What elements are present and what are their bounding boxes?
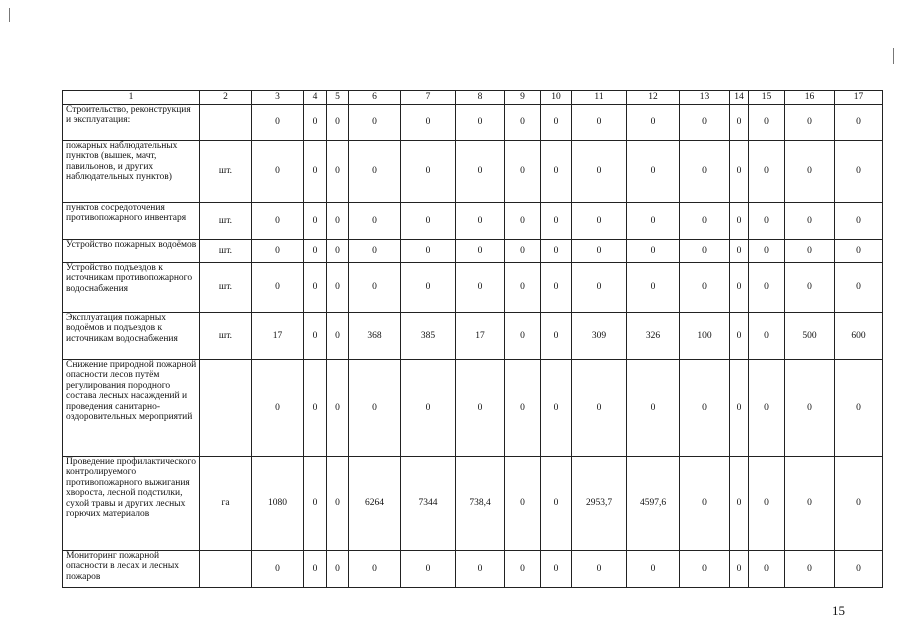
value-cell: 0 [730,551,749,588]
value-cell: 0 [572,240,627,263]
value-cell: 0 [785,263,835,313]
value-cell: 0 [304,203,327,240]
value-cell: 0 [252,105,304,141]
value-cell: 0 [749,240,785,263]
value-cell: 0 [627,263,680,313]
value-cell: 0 [327,240,349,263]
value-cell: 0 [749,360,785,457]
row-name-cell: Устройство подъездов к источникам противопожарного водоснабжения [63,263,200,313]
value-cell: 0 [627,551,680,588]
table-row [63,240,883,263]
value-cell: 0 [749,263,785,313]
value-cell: 100 [680,313,730,360]
unit-cell: шт. [200,203,252,240]
value-cell: 500 [785,313,835,360]
value-cell: 0 [401,360,456,457]
value-cell: 0 [252,240,304,263]
value-cell: 0 [785,551,835,588]
value-cell: 0 [252,360,304,457]
value-cell: 0 [541,457,572,551]
value-cell: 0 [785,141,835,203]
value-cell: 0 [749,313,785,360]
header-cell: 17 [835,91,883,105]
header-cell: 3 [252,91,304,105]
value-cell: 0 [252,141,304,203]
value-cell: 0 [680,203,730,240]
value-cell: 0 [304,105,327,141]
data-table [62,90,883,588]
value-cell: 0 [541,240,572,263]
value-cell: 0 [680,360,730,457]
value-cell: 0 [541,203,572,240]
value-cell: 0 [304,551,327,588]
value-cell: 0 [304,240,327,263]
value-cell: 0 [505,313,541,360]
value-cell: 0 [572,105,627,141]
value-cell: 600 [835,313,883,360]
value-cell: 0 [730,203,749,240]
table-row [63,105,883,141]
value-cell: 0 [505,457,541,551]
scan-edge-mark [893,48,894,64]
value-cell: 0 [680,240,730,263]
row-name-cell: Устройство пожарных водоёмов [63,240,200,263]
value-cell: 0 [835,240,883,263]
value-cell: 0 [349,240,401,263]
value-cell: 0 [505,203,541,240]
unit-cell: га [200,457,252,551]
value-cell: 309 [572,313,627,360]
value-cell: 0 [835,551,883,588]
header-cell: 6 [349,91,401,105]
value-cell: 0 [304,263,327,313]
value-cell: 0 [401,263,456,313]
value-cell: 0 [401,105,456,141]
header-cell: 11 [572,91,627,105]
value-cell: 0 [349,203,401,240]
unit-cell [200,360,252,457]
value-cell: 0 [505,105,541,141]
value-cell: 0 [456,141,505,203]
row-name-cell: Строительство, реконструкция и эксплуатация: [63,105,200,141]
value-cell: 0 [627,105,680,141]
scan-edge-mark [9,8,10,22]
value-cell: 0 [627,360,680,457]
value-cell: 0 [749,551,785,588]
value-cell: 0 [327,457,349,551]
value-cell: 0 [327,313,349,360]
header-cell: 1 [63,91,200,105]
unit-cell [200,551,252,588]
value-cell: 0 [349,105,401,141]
value-cell: 0 [304,141,327,203]
value-cell: 0 [541,263,572,313]
header-cell: 12 [627,91,680,105]
value-cell: 0 [304,360,327,457]
value-cell: 0 [505,263,541,313]
value-cell: 0 [749,105,785,141]
value-cell: 0 [680,263,730,313]
value-cell: 0 [541,141,572,203]
value-cell: 0 [349,141,401,203]
value-cell: 0 [327,551,349,588]
value-cell: 0 [572,263,627,313]
value-cell: 368 [349,313,401,360]
value-cell: 0 [730,360,749,457]
header-cell: 4 [304,91,327,105]
value-cell: 0 [456,263,505,313]
value-cell: 0 [835,457,883,551]
value-cell: 17 [456,313,505,360]
table-row [63,141,883,203]
value-cell: 2953,7 [572,457,627,551]
table-body [63,91,883,588]
value-cell: 0 [456,203,505,240]
unit-cell: шт. [200,240,252,263]
unit-cell: шт. [200,313,252,360]
value-cell: 0 [541,551,572,588]
value-cell: 0 [572,551,627,588]
value-cell: 0 [627,141,680,203]
value-cell: 0 [749,203,785,240]
table-row [63,313,883,360]
value-cell: 0 [835,203,883,240]
value-cell: 0 [785,203,835,240]
value-cell: 0 [505,360,541,457]
value-cell: 0 [456,105,505,141]
value-cell: 0 [785,457,835,551]
header-cell: 7 [401,91,456,105]
value-cell: 0 [749,141,785,203]
value-cell: 0 [505,551,541,588]
value-cell: 0 [349,360,401,457]
value-cell: 0 [627,240,680,263]
value-cell: 0 [456,240,505,263]
header-cell: 10 [541,91,572,105]
value-cell: 0 [785,360,835,457]
value-cell: 0 [572,203,627,240]
value-cell: 0 [730,313,749,360]
value-cell: 0 [541,105,572,141]
table-row [63,360,883,457]
value-cell: 0 [252,263,304,313]
value-cell: 0 [680,141,730,203]
page-number: 15 [832,603,845,618]
value-cell: 1080 [252,457,304,551]
row-name-cell: Эксплуатация пожарных водоёмов и подъездов к источникам водоснабжения [63,313,200,360]
value-cell: 0 [835,360,883,457]
unit-cell: шт. [200,141,252,203]
value-cell: 0 [541,360,572,457]
value-cell: 0 [730,240,749,263]
value-cell: 0 [456,360,505,457]
value-cell: 0 [680,105,730,141]
value-cell: 0 [456,551,505,588]
value-cell: 7344 [401,457,456,551]
value-cell: 326 [627,313,680,360]
value-cell: 0 [252,551,304,588]
value-cell: 0 [730,141,749,203]
row-name-cell: пунктов сосредоточения противопожарного инвентаря [63,203,200,240]
value-cell: 17 [252,313,304,360]
value-cell: 0 [349,551,401,588]
value-cell: 0 [327,203,349,240]
header-cell: 13 [680,91,730,105]
value-cell: 0 [785,240,835,263]
value-cell: 0 [730,457,749,551]
value-cell: 0 [401,551,456,588]
table-row [63,551,883,588]
row-name-cell: Снижение природной пожарной опасности лесов путём регулирования породного состава лесных насаждений и проведения санитарно-оздоровительных мероприятий [63,360,200,457]
value-cell: 0 [252,203,304,240]
value-cell: 0 [572,141,627,203]
value-cell: 0 [541,313,572,360]
value-cell: 0 [749,457,785,551]
value-cell: 738,4 [456,457,505,551]
value-cell: 0 [505,141,541,203]
row-name-cell: пожарных наблюдательных пунктов (вышек, мачт, павильонов, и других наблюдательных пунктов) [63,141,200,203]
header-cell: 14 [730,91,749,105]
value-cell: 0 [730,105,749,141]
value-cell: 0 [304,457,327,551]
value-cell: 0 [349,263,401,313]
header-cell: 9 [505,91,541,105]
value-cell: 0 [505,240,541,263]
value-cell: 0 [572,360,627,457]
table-row [63,203,883,240]
value-cell: 0 [327,141,349,203]
value-cell: 0 [680,457,730,551]
header-row [63,91,883,105]
value-cell: 0 [680,551,730,588]
value-cell: 0 [835,263,883,313]
value-cell: 0 [401,240,456,263]
table-row [63,457,883,551]
value-cell: 0 [627,203,680,240]
header-cell: 15 [749,91,785,105]
header-cell: 5 [327,91,349,105]
header-cell: 16 [785,91,835,105]
value-cell: 0 [327,263,349,313]
row-name-cell: Мониторинг пожарной опасности в лесах и лесных пожаров [63,551,200,588]
value-cell: 385 [401,313,456,360]
row-name-cell: Проведение профилактического контролируемого противопожарного выжигания хвороста, лесной подстилки, сухой травы и других лесных горючих материалов [63,457,200,551]
value-cell: 6264 [349,457,401,551]
value-cell: 0 [401,141,456,203]
value-cell: 0 [785,105,835,141]
value-cell: 4597,6 [627,457,680,551]
value-cell: 0 [327,105,349,141]
value-cell: 0 [730,263,749,313]
value-cell: 0 [835,141,883,203]
value-cell: 0 [401,203,456,240]
header-cell: 8 [456,91,505,105]
value-cell: 0 [327,360,349,457]
header-cell: 2 [200,91,252,105]
table-row [63,263,883,313]
value-cell: 0 [835,105,883,141]
value-cell: 0 [304,313,327,360]
unit-cell [200,105,252,141]
unit-cell: шт. [200,263,252,313]
